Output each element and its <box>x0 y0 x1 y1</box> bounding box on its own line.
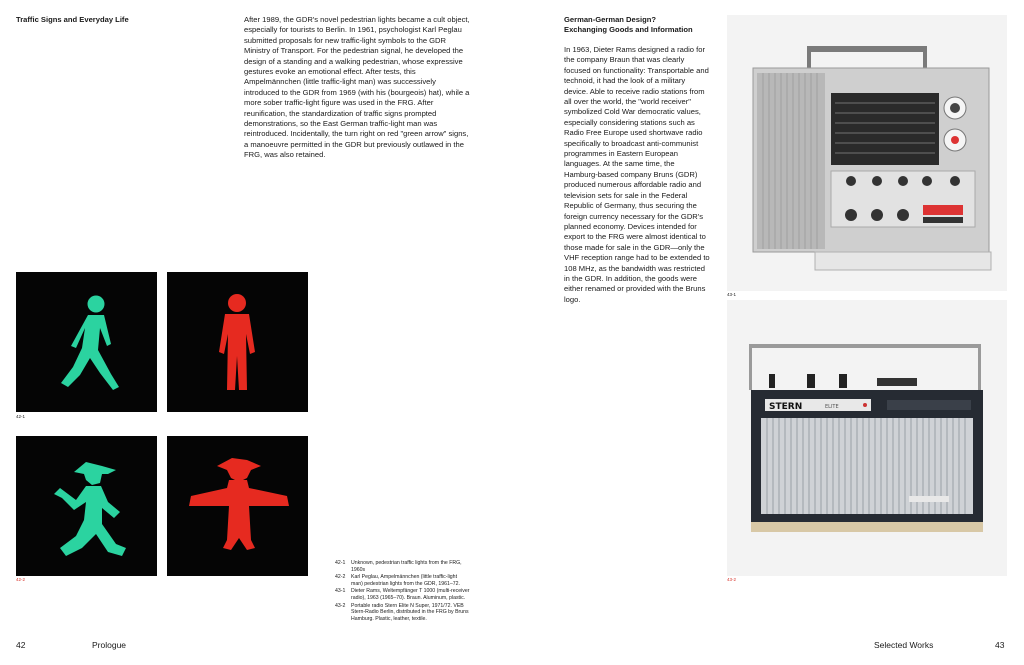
standing-pedestrian-light-frg <box>167 272 308 412</box>
figure-label: 43-1 <box>727 292 737 297</box>
walking-pedestrian-light-frg <box>16 272 157 412</box>
running-footer-right: Selected Works <box>874 640 934 650</box>
standing-ampelmann-icon <box>167 436 308 576</box>
figure-label: 43-2 <box>727 577 737 582</box>
section-heading <box>564 15 714 35</box>
section-heading-line: Exchanging Goods and Information <box>564 25 693 34</box>
section-heading-line: German-German Design? <box>564 15 656 24</box>
standing-pedestrian-icon <box>167 272 308 412</box>
body-paragraph: In 1963, Dieter Rams designed a radio for the company Braun that was clearly focused on functionality: Transportable and technoid, it had the look of a military device. Able to receive radio stations from all over the world, the "world receiver" symbolized Cold War democratic values, especially considering stations such as Radio Free Europe used shortwave radio specifically to broadcast anti-communist programmes in Eastern European languages. At the same time, the Hamburg-based company Bruns (GDR) produced numerous affordable radio and television sets for sale in the Federal Republic of Germany, thus securing the foreign currency necessary for the GDR's planned economy. Devices intended for export to the FRG were almost identical to those made for sale in the GDR—only the VHF reception range had to be extended to 108 MHz, as the bandwidth was restricted in the GDR. In addition, the goods were either renamed or provided with the Bruns logo. <box>564 45 710 304</box>
caption-number: 42-1 <box>335 560 346 566</box>
figure-label: 42-1 <box>16 414 26 419</box>
braun-world-receiver-photo <box>727 15 1007 291</box>
intro-paragraph: After 1989, the GDR's novel pedestrian lights became a cult object, especially for tourists to Berlin. In 1961, psychologist Karl Peglau submitted proposals for new traffic-light symbols to the GDR Ministry of Transport. For the pedestrian signal, he developed the design of a standing and a walking pedestrian, whose expressive gestures evoke an emotional effect. After tests, this Ampelmännchen (little traffic-light man) was successively introduced to the GDR from 1969 (with his (bourgeois) hat), while a more sober traffic-light figure was used in the FRG. After reunification, the standardization of traffic signs prompted demonstrations, so the East German traffic-light man was reintroduced. Incidentally, the turn right on red "green arrow" signs, a manoeuvre permitted in the GDR but previously outlawed in the FRG, was also retained. <box>244 15 470 160</box>
caption-text: Karl Peglau, Ampelmännchen (little traffic-light man) pedestrian lights from the GDR, 1961–72. <box>351 574 460 587</box>
radio-model-label: ELITE <box>825 404 839 410</box>
radio-brand-label: STERN <box>769 402 803 412</box>
caption-number: 43-2 <box>335 602 346 609</box>
page-number-right: 43 <box>995 640 1005 650</box>
caption-number: 42-2 <box>335 574 346 581</box>
radio-illustration <box>727 15 1007 291</box>
caption-text: Unknown, pedestrian traffic lights from the FRG, 1960s <box>351 560 462 573</box>
running-footer-left: Prologue <box>92 640 127 650</box>
walking-ampelmann-light-gdr <box>16 436 157 576</box>
walking-ampelmann-icon <box>16 436 157 576</box>
standing-ampelmann-light-gdr <box>167 436 308 576</box>
chapter-heading: Traffic Signs and Everyday Life <box>16 15 129 24</box>
caption-item <box>335 574 470 587</box>
caption-number: 43-1 <box>335 588 346 595</box>
caption-text: Dieter Rams, Weltempfänger T 1000 (multi-receiver radio), 1963 (1965–70). Braun. Aluminum, plastic. <box>351 588 470 601</box>
caption-item <box>335 588 470 601</box>
caption-item <box>335 560 470 573</box>
radio-illustration <box>727 300 1007 576</box>
caption-item <box>335 603 470 623</box>
walking-pedestrian-icon <box>16 272 157 412</box>
figure-captions <box>335 560 470 622</box>
page-number-left: 42 <box>16 640 26 650</box>
stern-radio-photo <box>727 300 1007 576</box>
figure-label: 42-2 <box>16 577 26 582</box>
caption-text: Portable radio Stern Elite N Super, 1971/72. VEB Stern-Radio Berlin, distributed in the FRG by Bruns Hamburg. Plastic, leather, textile. <box>351 602 469 622</box>
